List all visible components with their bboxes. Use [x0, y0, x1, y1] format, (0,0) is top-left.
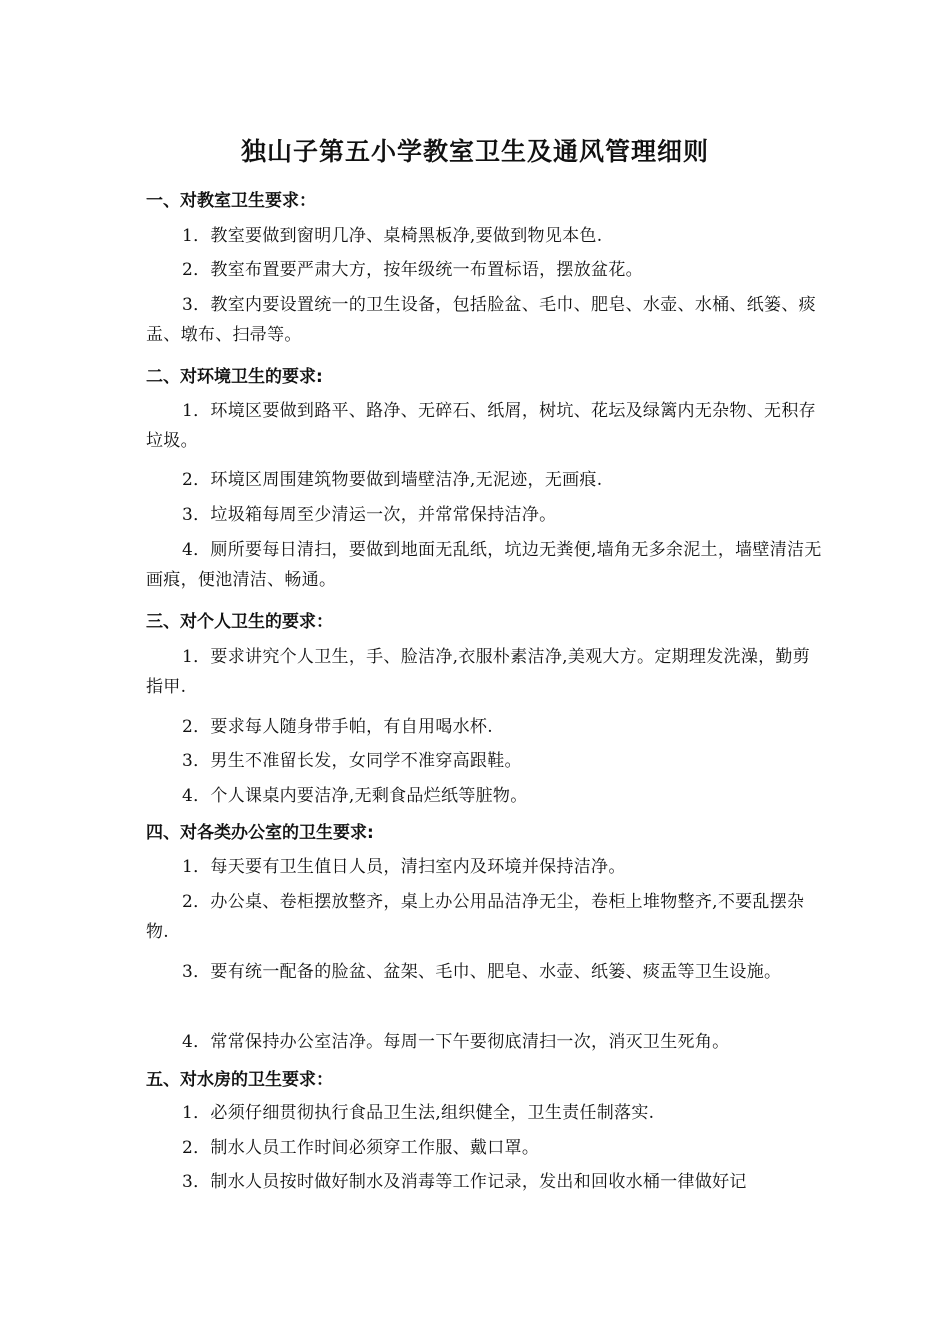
paragraph: 1．每天要有卫生值日人员，清扫室内及环境并保持洁净。	[182, 857, 626, 877]
section-heading: 一、对教室卫生要求：	[146, 191, 316, 211]
paragraph: 3．垃圾箱每周至少清运一次，并常常保持洁净。	[182, 505, 557, 525]
paragraph: 2．制水人员工作时间必须穿工作服、戴口罩。	[182, 1138, 540, 1158]
paragraph: 2．环境区周围建筑物要做到墙壁洁净,无泥迹，无画痕.	[182, 470, 603, 490]
section-heading: 五、对水房的卫生要求：	[146, 1070, 333, 1090]
paragraph: 4．个人课桌内要洁净,无剩食品烂纸等脏物。	[182, 786, 528, 806]
paragraph: 3．要有统一配备的脸盆、盆架、毛巾、肥皂、水壶、纸篓、痰盂等卫生设施。	[182, 962, 782, 982]
document-title: 独山子第五小学教室卫生及通风管理细则	[240, 137, 709, 166]
paragraph: 2．办公桌、卷柜摆放整齐，桌上办公用品洁净无尘，卷柜上堆物整齐,不要乱摆杂物.	[146, 892, 805, 942]
paragraph: 2．教室布置要严肃大方，按年级统一布置标语，摆放盆花。	[182, 260, 643, 280]
section-heading: 三、对个人卫生的要求：	[146, 612, 333, 632]
paragraph: 3．男生不准留长发，女同学不准穿高跟鞋。	[182, 751, 522, 771]
paragraph: 4．常常保持办公室洁净。每周一下午要彻底清扫一次，消灭卫生死角。	[182, 1032, 730, 1052]
paragraph: 3．教室内要设置统一的卫生设备，包括脸盆、毛巾、肥皂、水壶、水桶、纸篓、痰盂、墩布、扫帚等。	[146, 295, 816, 345]
section-heading: 四、对各类办公室的卫生要求:	[146, 823, 374, 843]
paragraph: 1．教室要做到窗明几净、桌椅黑板净,要做到物见本色.	[182, 226, 603, 246]
paragraph: 1．环境区要做到路平、路净、无碎石、纸屑，树坑、花坛及绿篱内无杂物、无积存垃圾。	[146, 401, 816, 451]
paragraph: 1．必须仔细贯彻执行食品卫生法,组织健全，卫生责任制落实.	[182, 1103, 655, 1123]
paragraph: 2．要求每人随身带手帕，有自用喝水杯.	[182, 717, 493, 737]
paragraph: 3．制水人员按时做好制水及消毒等工作记录，发出和回收水桶一律做好记	[182, 1172, 747, 1192]
section-heading: 二、对环境卫生的要求:	[146, 367, 323, 387]
paragraph: 4．厕所要每日清扫，要做到地面无乱纸，坑边无粪便,墙角无多余泥土，墙壁清洁无画痕，便池清洁、畅通。	[146, 540, 822, 590]
paragraph: 1．要求讲究个人卫生，手、脸洁净,衣服朴素洁净,美观大方。定期理发洗澡，勤剪指甲.	[146, 647, 811, 697]
